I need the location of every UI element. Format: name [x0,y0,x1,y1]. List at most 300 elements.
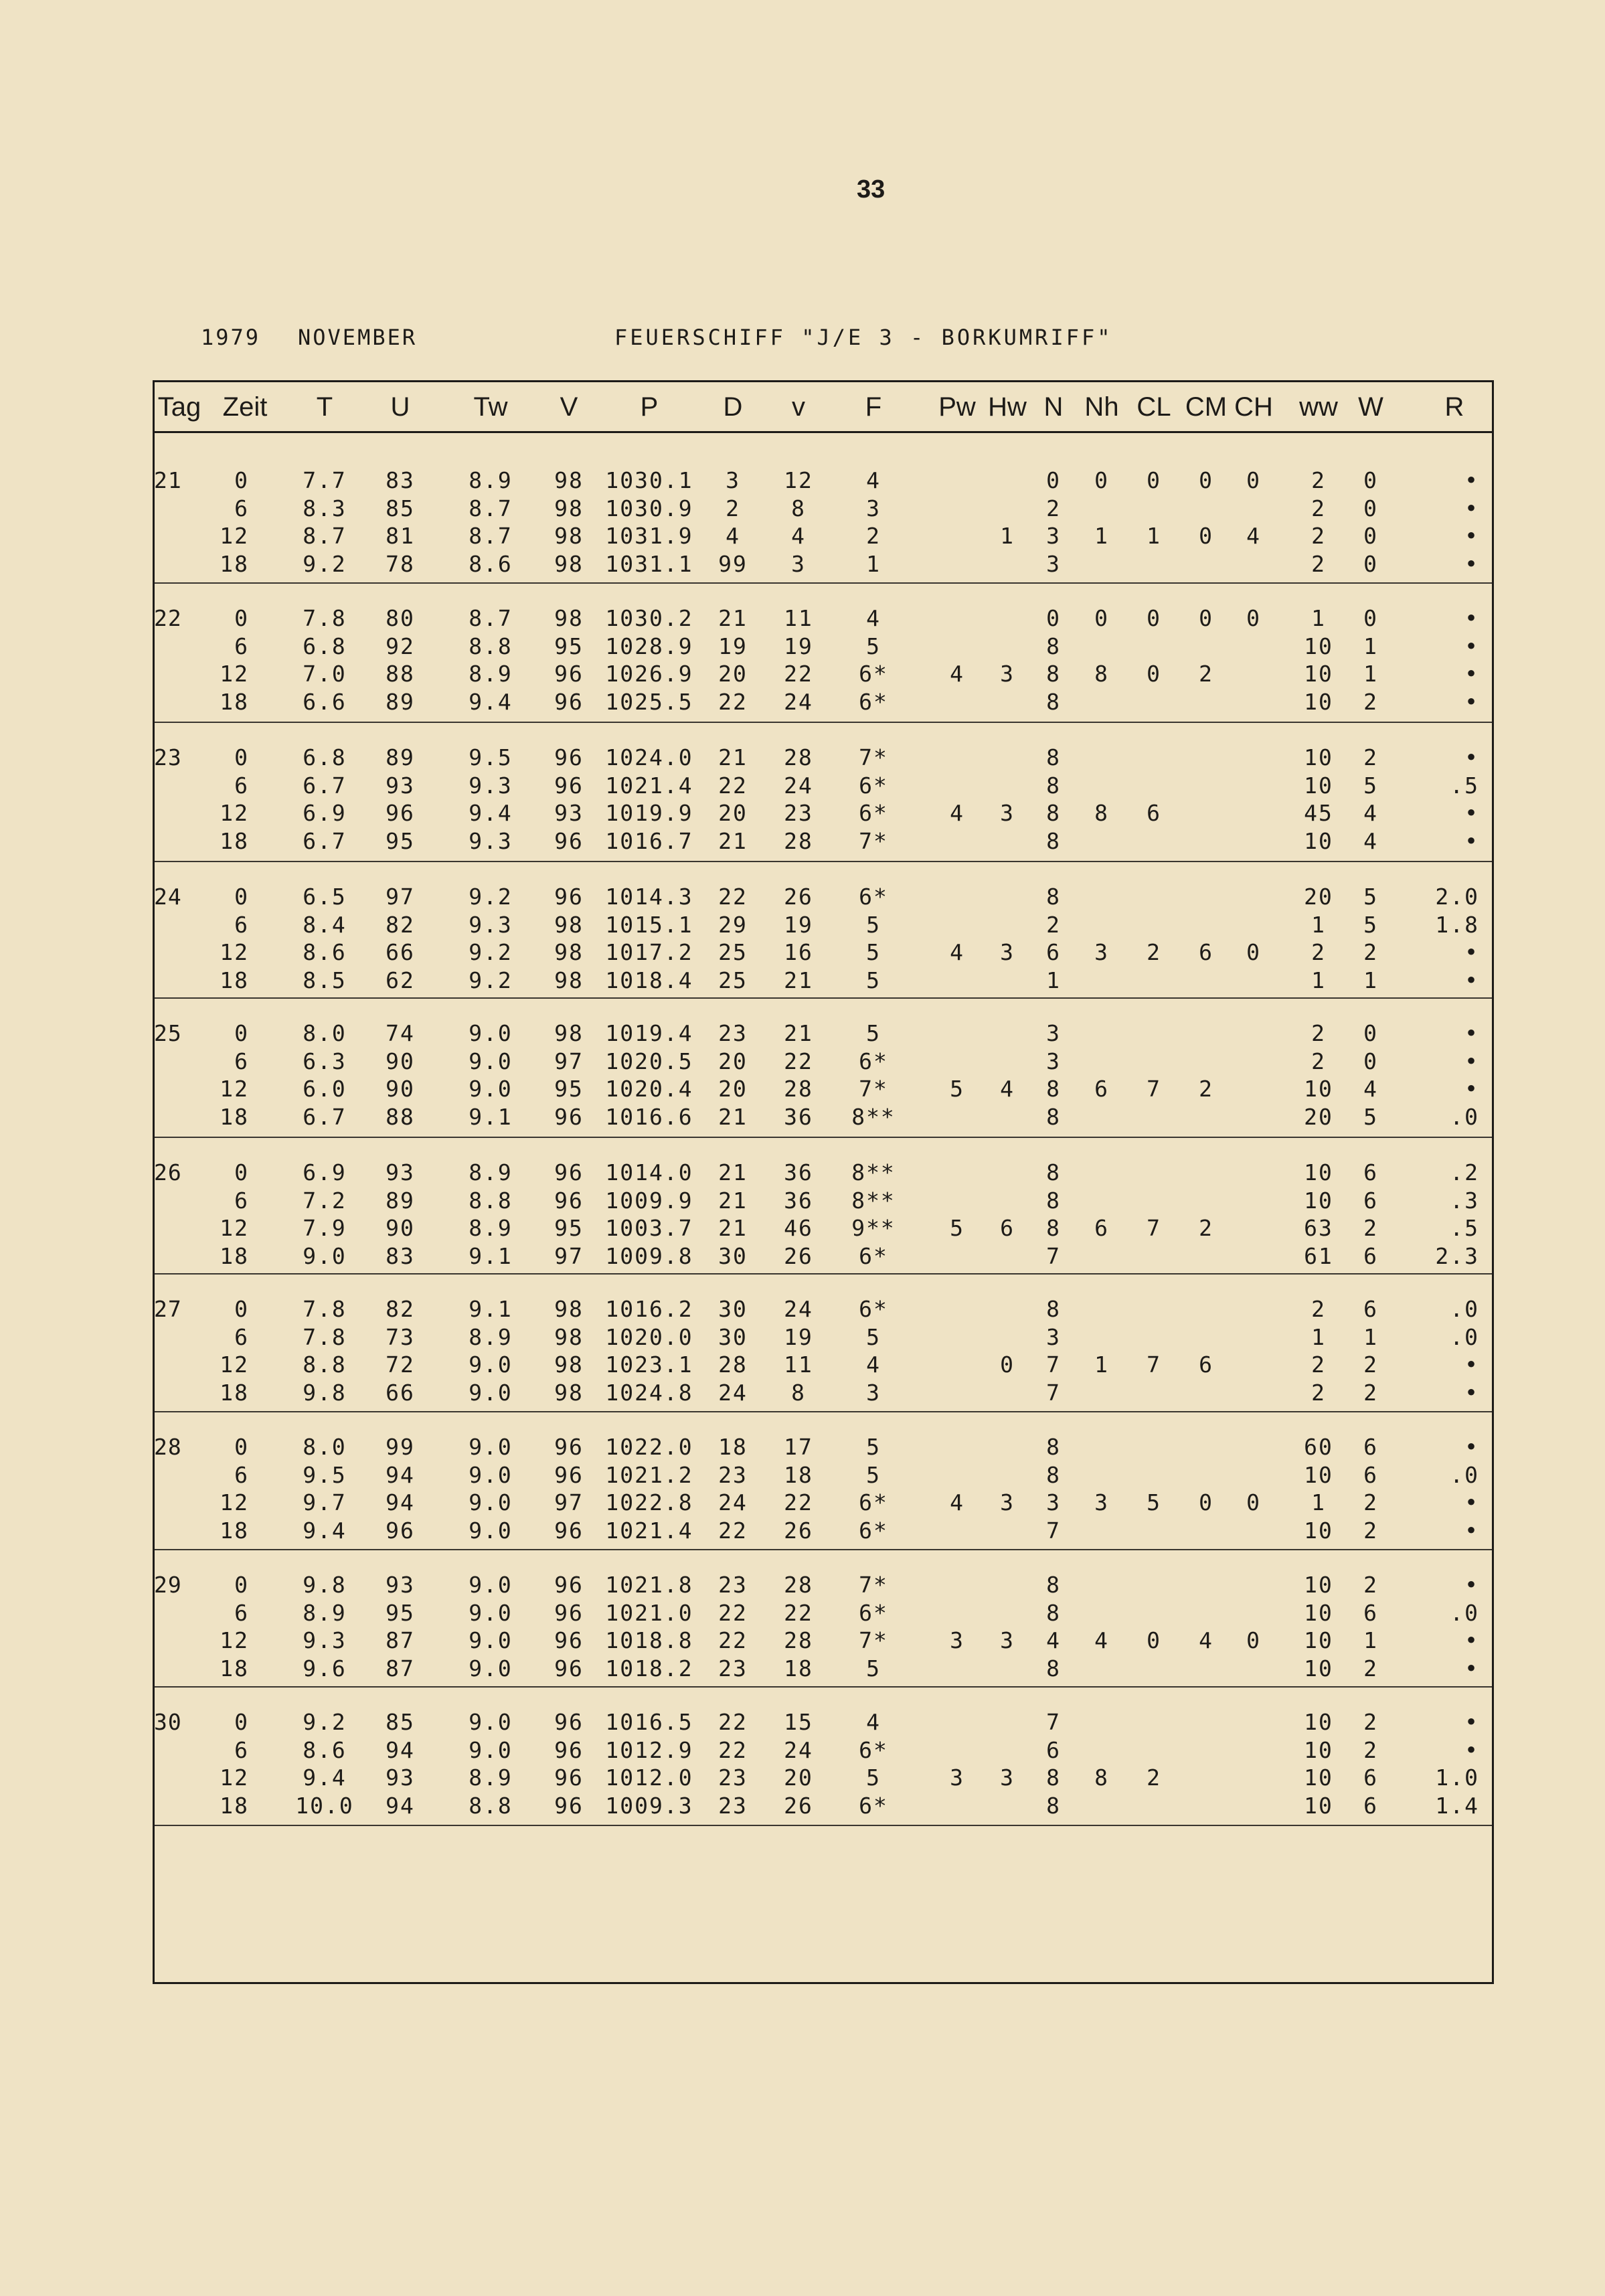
cell-r: • [1464,1655,1479,1682]
day-separator [155,861,1492,862]
cell-cl: 5 [1147,1489,1161,1515]
cell-zeit: 18 [220,1103,249,1130]
cell-w: 0 [1363,1048,1378,1074]
cell-tw: 8.7 [469,495,513,521]
cell-t: 8.7 [303,523,347,549]
cell-nh: 6 [1094,1076,1109,1102]
cell-ww: 10 [1304,1655,1333,1682]
cell-d: 24 [718,1379,748,1406]
cell-t: 7.8 [303,605,347,631]
cell-cl: 0 [1147,467,1161,493]
cell-d: 22 [718,1599,748,1626]
cell-u: 80 [386,605,415,631]
cell-ww: 2 [1311,550,1326,577]
day-separator [155,1273,1492,1275]
cell-zeit: 12 [220,1076,249,1102]
cell-hw: 6 [1000,1215,1015,1241]
cell-v: 96 [554,1461,584,1488]
cell-n: 0 [1046,467,1061,493]
cell-ww: 63 [1304,1215,1333,1241]
cell-n: 2 [1046,911,1061,938]
cell-nh: 6 [1094,1215,1109,1241]
column-header-v: v [792,392,805,422]
cell-u: 85 [386,495,415,521]
cell-p: 1014.3 [605,884,693,910]
cell-tw: 9.0 [469,1627,513,1653]
header-ship-name: FEUERSCHIFF "J/E 3 - BORKUMRIFF" [614,325,1113,350]
cell-u: 62 [386,967,415,993]
cell-zeit: 6 [234,1599,249,1626]
cell-u: 66 [386,939,415,965]
cell-v: 97 [554,1489,584,1515]
cell-w: 2 [1363,744,1378,770]
cell-r: • [1464,1076,1479,1102]
cell-ww: 61 [1304,1242,1333,1269]
cell-v: 98 [554,1323,584,1350]
cell-ww: 10 [1304,744,1333,770]
cell-zeit: 6 [234,1048,249,1074]
cell-u: 99 [386,1434,415,1460]
cell-zeit: 6 [234,1323,249,1350]
cell-r: .2 [1450,1159,1479,1185]
cell-p: 1030.2 [605,605,693,631]
day-separator [155,1549,1492,1550]
cell-t: 7.7 [303,467,347,493]
cell-zeit: 0 [234,1020,249,1046]
cell-p: 1018.8 [605,1627,693,1653]
cell-hw: 3 [1000,800,1015,826]
cell-tw: 8.6 [469,550,513,577]
cell-ww: 10 [1304,1709,1333,1735]
cell-hw: 1 [1000,523,1015,549]
cell-n: 8 [1046,633,1061,659]
cell-cm: 4 [1199,1627,1213,1653]
day-separator [155,582,1492,584]
cell-n: 3 [1046,1323,1061,1350]
cell-v: 19 [784,1323,813,1350]
cell-d: 20 [718,1048,748,1074]
cell-ch: 4 [1246,523,1261,549]
cell-v: 28 [784,1627,813,1653]
cell-zeit: 18 [220,688,249,715]
cell-v: 98 [554,911,584,938]
cell-f: 6* [859,1296,888,1322]
cell-n: 8 [1046,1215,1061,1241]
cell-t: 7.8 [303,1323,347,1350]
cell-p: 1009.9 [605,1187,693,1214]
cell-t: 10.0 [295,1792,354,1819]
cell-zeit: 6 [234,1461,249,1488]
cell-v: 96 [554,661,584,687]
cell-tw: 8.7 [469,523,513,549]
cell-u: 92 [386,633,415,659]
cell-v: 96 [554,772,584,799]
cell-f: 5 [866,1765,881,1791]
cell-tw: 9.1 [469,1103,513,1130]
cell-p: 1016.2 [605,1296,693,1322]
cell-t: 9.7 [303,1489,347,1515]
cell-v: 98 [554,1296,584,1322]
cell-w: 4 [1363,1076,1378,1102]
cell-tw: 9.4 [469,688,513,715]
cell-r: • [1464,605,1479,631]
cell-n: 8 [1046,1765,1061,1791]
cell-nh: 3 [1094,939,1109,965]
cell-ww: 20 [1304,1103,1333,1130]
column-header-ch: CH [1234,392,1273,422]
cell-v: 98 [554,967,584,993]
cell-n: 3 [1046,523,1061,549]
cell-n: 8 [1046,1159,1061,1185]
cell-tw: 9.0 [469,1351,513,1378]
cell-v: 46 [784,1215,813,1241]
cell-p: 1031.1 [605,550,693,577]
cell-f: 7* [859,744,888,770]
cell-n: 3 [1046,1020,1061,1046]
cell-w: 2 [1363,1489,1378,1515]
cell-t: 6.9 [303,1159,347,1185]
cell-v: 98 [554,495,584,521]
cell-tw: 9.0 [469,1076,513,1102]
cell-f: 6* [859,1736,888,1763]
cell-u: 78 [386,550,415,577]
cell-r: • [1464,1048,1479,1074]
cell-t: 8.3 [303,495,347,521]
cell-v: 28 [784,1572,813,1598]
cell-r: .0 [1450,1599,1479,1626]
cell-v: 96 [554,1709,584,1735]
cell-f: 4 [866,467,881,493]
cell-ww: 10 [1304,1765,1333,1791]
cell-v: 19 [784,911,813,938]
cell-u: 93 [386,772,415,799]
cell-cm: 6 [1199,939,1213,965]
cell-v: 96 [554,1187,584,1214]
cell-v: 28 [784,744,813,770]
cell-u: 96 [386,800,415,826]
cell-p: 1022.8 [605,1489,693,1515]
cell-zeit: 18 [220,1242,249,1269]
cell-v: 4 [791,523,806,549]
cell-zeit: 12 [220,1215,249,1241]
cell-d: 25 [718,939,748,965]
cell-ch: 0 [1246,605,1261,631]
cell-zeit: 12 [220,1351,249,1378]
cell-w: 0 [1363,523,1378,549]
cell-ww: 2 [1311,467,1326,493]
cell-d: 21 [718,605,748,631]
cell-p: 1016.5 [605,1709,693,1735]
cell-n: 6 [1046,939,1061,965]
cell-ch: 0 [1246,939,1261,965]
cell-w: 1 [1363,967,1378,993]
cell-n: 8 [1046,827,1061,854]
cell-u: 85 [386,1709,415,1735]
cell-n: 3 [1046,1048,1061,1074]
cell-ww: 10 [1304,1517,1333,1544]
cell-p: 1026.9 [605,661,693,687]
cell-pw: 5 [950,1076,964,1102]
cell-w: 5 [1363,884,1378,910]
cell-tw: 9.2 [469,939,513,965]
cell-t: 9.2 [303,1709,347,1735]
cell-zeit: 0 [234,1296,249,1322]
cell-zeit: 0 [234,884,249,910]
cell-f: 6* [859,800,888,826]
cell-t: 6.0 [303,1076,347,1102]
cell-n: 8 [1046,1599,1061,1626]
cell-ch: 0 [1246,1489,1261,1515]
cell-v: 36 [784,1159,813,1185]
cell-u: 81 [386,523,415,549]
cell-tw: 8.9 [469,1323,513,1350]
cell-f: 4 [866,1351,881,1378]
cell-ww: 10 [1304,661,1333,687]
cell-cm: 0 [1199,523,1213,549]
cell-n: 8 [1046,884,1061,910]
cell-v: 24 [784,1296,813,1322]
cell-r: .0 [1450,1296,1479,1322]
cell-d: 22 [718,1709,748,1735]
cell-p: 1015.1 [605,911,693,938]
cell-tw: 9.0 [469,1461,513,1488]
cell-w: 2 [1363,1379,1378,1406]
cell-p: 1024.0 [605,744,693,770]
cell-u: 89 [386,744,415,770]
cell-n: 8 [1046,1076,1061,1102]
cell-ww: 10 [1304,1159,1333,1185]
cell-d: 19 [718,633,748,659]
cell-r: • [1464,467,1479,493]
cell-t: 6.8 [303,633,347,659]
cell-n: 7 [1046,1709,1061,1735]
cell-v: 21 [784,1020,813,1046]
cell-ww: 10 [1304,1076,1333,1102]
cell-n: 8 [1046,1103,1061,1130]
cell-p: 1030.9 [605,495,693,521]
cell-v: 26 [784,884,813,910]
cell-r: • [1464,827,1479,854]
cell-t: 9.4 [303,1765,347,1791]
column-header-f: F [865,392,882,422]
cell-n: 8 [1046,772,1061,799]
cell-w: 2 [1363,1736,1378,1763]
cell-f: 5 [866,967,881,993]
cell-d: 22 [718,884,748,910]
cell-f: 4 [866,1709,881,1735]
cell-w: 2 [1363,939,1378,965]
cell-d: 20 [718,1076,748,1102]
cell-v: 3 [791,550,806,577]
cell-r: .5 [1450,772,1479,799]
cell-f: 6* [859,1792,888,1819]
cell-r: • [1464,633,1479,659]
cell-f: 5 [866,633,881,659]
cell-pw: 5 [950,1215,964,1241]
cell-pw: 4 [950,661,964,687]
cell-pw: 3 [950,1765,964,1791]
cell-v: 26 [784,1792,813,1819]
cell-tw: 8.8 [469,1187,513,1214]
cell-zeit: 18 [220,1517,249,1544]
cell-d: 21 [718,827,748,854]
cell-w: 6 [1363,1461,1378,1488]
cell-cm: 2 [1199,1076,1213,1102]
cell-t: 8.5 [303,967,347,993]
cell-tw: 9.3 [469,911,513,938]
cell-d: 21 [718,744,748,770]
cell-zeit: 0 [234,1159,249,1185]
column-header-cl: CL [1136,392,1171,422]
cell-p: 1021.4 [605,772,693,799]
cell-zeit: 18 [220,967,249,993]
cell-t: 7.9 [303,1215,347,1241]
cell-r: • [1464,1379,1479,1406]
cell-r: • [1464,800,1479,826]
cell-w: 2 [1363,1351,1378,1378]
cell-d: 21 [718,1187,748,1214]
cell-ww: 2 [1311,495,1326,521]
cell-p: 1009.8 [605,1242,693,1269]
cell-f: 7* [859,1572,888,1598]
cell-v: 98 [554,467,584,493]
cell-ww: 10 [1304,772,1333,799]
cell-u: 90 [386,1215,415,1241]
cell-n: 4 [1046,1627,1061,1653]
cell-zeit: 12 [220,1489,249,1515]
column-header-u: U [390,392,410,422]
cell-w: 2 [1363,1572,1378,1598]
cell-f: 8** [851,1103,896,1130]
cell-p: 1018.4 [605,967,693,993]
cell-w: 6 [1363,1187,1378,1214]
cell-tw: 9.0 [469,1517,513,1544]
cell-f: 7* [859,1076,888,1102]
cell-w: 6 [1363,1159,1378,1185]
cell-tw: 9.0 [469,1572,513,1598]
cell-v: 96 [554,1627,584,1653]
cell-zeit: 0 [234,605,249,631]
cell-d: 21 [718,1103,748,1130]
cell-t: 8.9 [303,1599,347,1626]
cell-f: 6* [859,1489,888,1515]
day-separator [155,1686,1492,1688]
cell-nh: 4 [1094,1627,1109,1653]
cell-cm: 0 [1199,605,1213,631]
cell-v: 21 [784,967,813,993]
cell-zeit: 12 [220,800,249,826]
cell-tw: 8.9 [469,661,513,687]
cell-ww: 1 [1311,1323,1326,1350]
cell-v: 28 [784,1076,813,1102]
page-number: 33 [857,175,885,203]
cell-ww: 10 [1304,1627,1333,1653]
cell-p: 1025.5 [605,688,693,715]
cell-v: 24 [784,1736,813,1763]
cell-w: 6 [1363,1296,1378,1322]
column-header-ww: ww [1299,392,1338,422]
cell-zeit: 0 [234,467,249,493]
cell-t: 9.4 [303,1517,347,1544]
cell-zeit: 6 [234,633,249,659]
cell-ww: 10 [1304,1792,1333,1819]
cell-v: 96 [554,1159,584,1185]
cell-ch: 0 [1246,1627,1261,1653]
cell-zeit: 0 [234,1709,249,1735]
cell-cl: 2 [1147,939,1161,965]
cell-cl: 7 [1147,1351,1161,1378]
cell-n: 1 [1046,967,1061,993]
cell-f: 6* [859,688,888,715]
cell-nh: 0 [1094,467,1109,493]
cell-d: 23 [718,1655,748,1682]
cell-cl: 0 [1147,661,1161,687]
cell-r: .0 [1450,1461,1479,1488]
cell-p: 1021.2 [605,1461,693,1488]
cell-tw: 9.0 [469,1489,513,1515]
column-header-v: V [560,392,578,422]
cell-p: 1028.9 [605,633,693,659]
cell-tw: 8.9 [469,1215,513,1241]
cell-p: 1020.0 [605,1323,693,1350]
cell-r: • [1464,523,1479,549]
cell-d: 4 [726,523,740,549]
cell-tw: 9.3 [469,772,513,799]
cell-w: 2 [1363,688,1378,715]
cell-u: 89 [386,1187,415,1214]
cell-d: 22 [718,1736,748,1763]
cell-r: 2.0 [1435,884,1479,910]
cell-u: 87 [386,1627,415,1653]
cell-r: • [1464,1517,1479,1544]
cell-t: 8.0 [303,1434,347,1460]
cell-zeit: 0 [234,744,249,770]
cell-p: 1022.0 [605,1434,693,1460]
cell-zeit: 18 [220,1379,249,1406]
cell-tw: 8.8 [469,1792,513,1819]
cell-hw: 3 [1000,1489,1015,1515]
column-header-d: D [723,392,743,422]
cell-d: 22 [718,1627,748,1653]
cell-r: • [1464,688,1479,715]
cell-tw: 9.2 [469,884,513,910]
cell-p: 1014.0 [605,1159,693,1185]
cell-v: 96 [554,1599,584,1626]
cell-w: 1 [1363,1627,1378,1653]
cell-f: 8** [851,1159,896,1185]
cell-tw: 9.0 [469,1020,513,1046]
cell-r: • [1464,1351,1479,1378]
cell-v: 22 [784,1599,813,1626]
day-label: 28 [154,1434,182,1460]
cell-r: 1.0 [1435,1765,1479,1791]
cell-n: 8 [1046,1296,1061,1322]
cell-d: 25 [718,967,748,993]
cell-hw: 4 [1000,1076,1015,1102]
cell-r: .5 [1450,1215,1479,1241]
cell-p: 1021.0 [605,1599,693,1626]
cell-f: 5 [866,1655,881,1682]
cell-ww: 1 [1311,605,1326,631]
cell-r: • [1464,967,1479,993]
cell-n: 2 [1046,495,1061,521]
cell-v: 98 [554,523,584,549]
cell-tw: 8.9 [469,1159,513,1185]
cell-zeit: 18 [220,550,249,577]
cell-tw: 9.0 [469,1655,513,1682]
cell-n: 8 [1046,661,1061,687]
cell-n: 8 [1046,1434,1061,1460]
